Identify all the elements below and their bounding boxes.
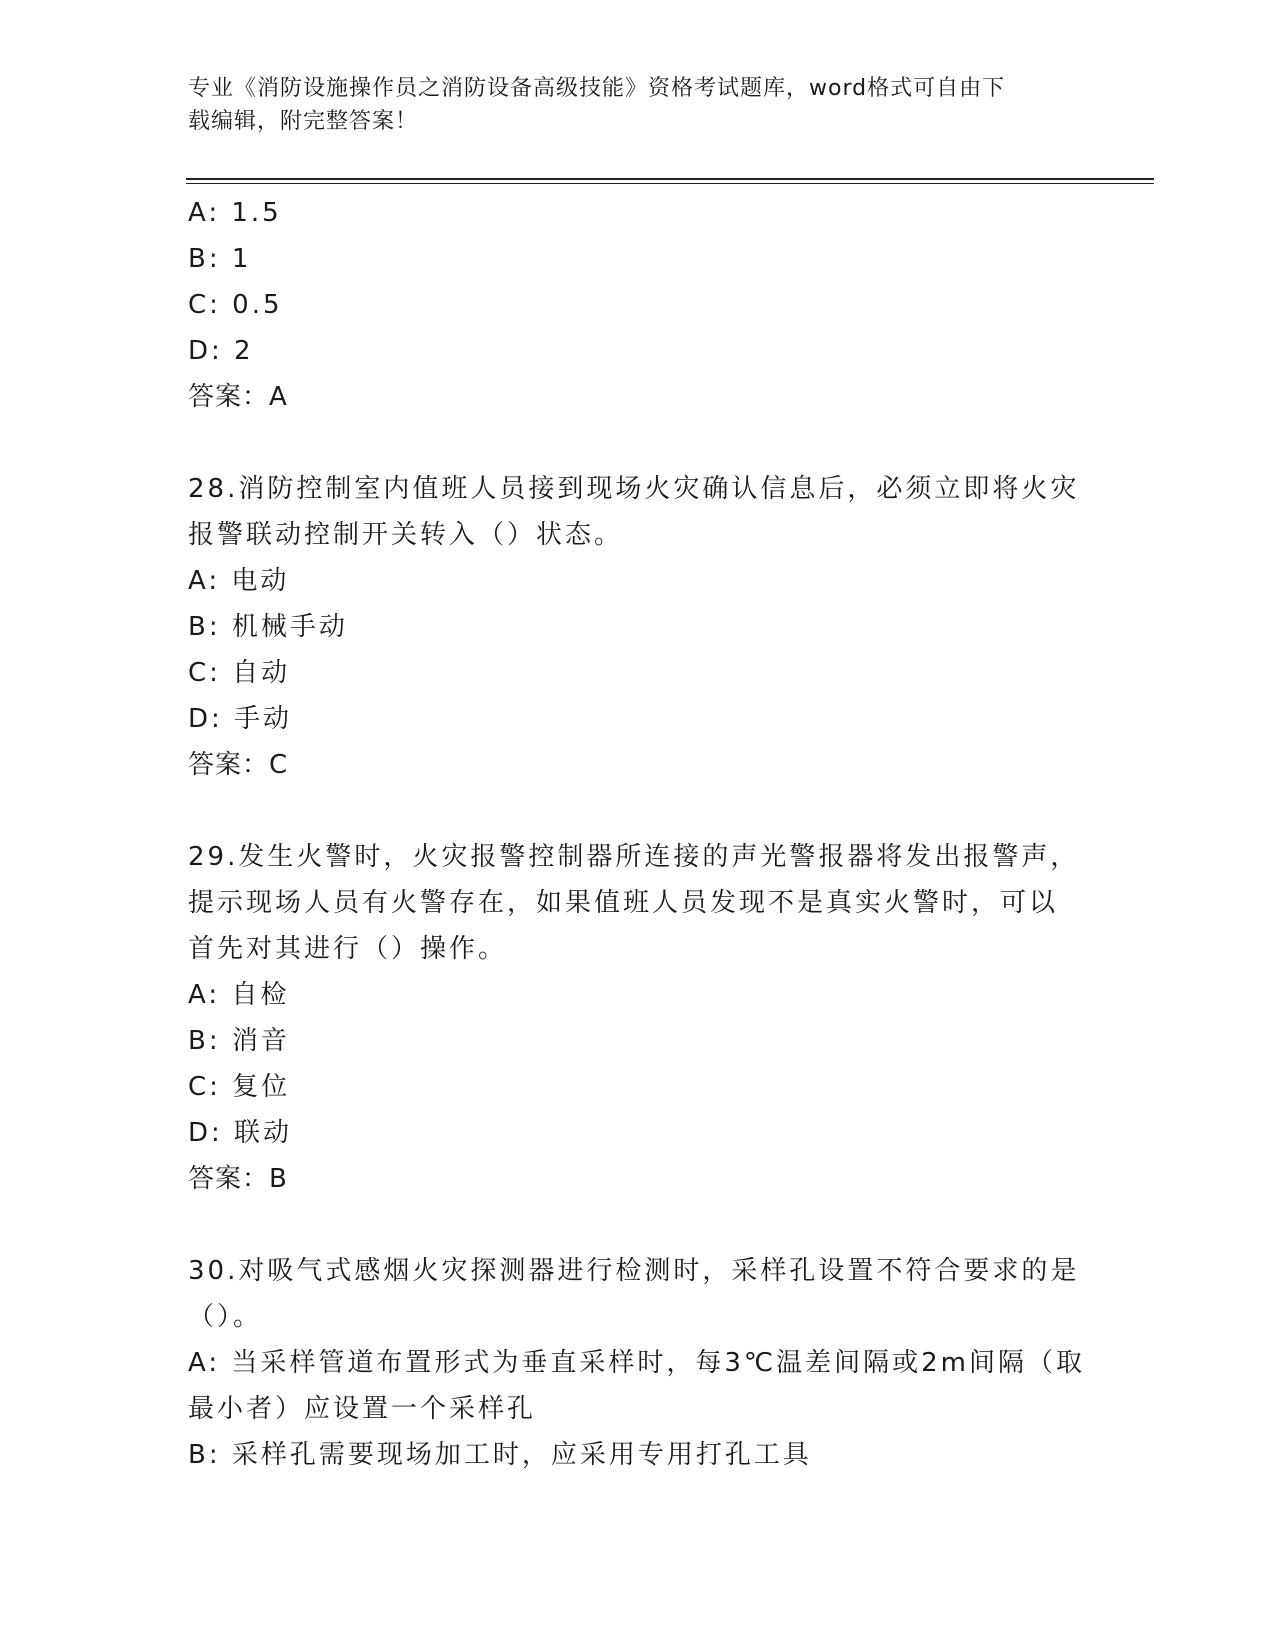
question-30 [188, 1248, 1088, 1478]
question-stem-line-1: 30.对吸气式感烟火灾探测器进行检测时，采样孔设置不符合要求的是 [188, 1256, 1080, 1286]
option-d: D: 联动 [188, 1118, 293, 1148]
option-b: B: 消音 [188, 1026, 290, 1056]
option-d: D: 2 [188, 336, 254, 366]
option-c: C: 0.5 [188, 290, 283, 320]
header-rule-thick [186, 178, 1154, 180]
spacer [188, 420, 1088, 466]
option-c: C: 复位 [188, 1072, 291, 1102]
option-a: A: 1.5 [188, 198, 282, 228]
question-stem-line-1: 29.发生火警时，火灾报警控制器所连接的声光警报器将发出报警声， [188, 842, 1080, 872]
header-line-2: 载编辑，附完整答案！ [188, 109, 419, 134]
answer: 答案：B [188, 1164, 288, 1194]
answer: 答案：A [188, 382, 288, 412]
option-b: B: 机械手动 [188, 612, 348, 642]
question-stem-line-2: （）。 [188, 1302, 263, 1332]
option-a: A: 电动 [188, 566, 290, 596]
answer: 答案：C [188, 750, 289, 780]
page-header [188, 72, 1088, 138]
question-29 [188, 834, 1088, 1202]
option-a: A: 自检 [188, 980, 290, 1010]
option-b: B: 1 [188, 244, 252, 274]
option-a-line-1: A: 当采样管道布置形式为垂直采样时，每3℃温差间隔或2m间隔（取 [188, 1348, 1085, 1378]
option-c: C: 自动 [188, 658, 291, 688]
option-b: B: 采样孔需要现场加工时，应采用专用打孔工具 [188, 1440, 812, 1470]
spacer [188, 1202, 1088, 1248]
question-stem-line-2: 报警联动控制开关转入（）状态。 [188, 520, 624, 550]
spacer [188, 788, 1088, 834]
option-d: D: 手动 [188, 704, 293, 734]
question-list [188, 190, 1088, 1478]
header-rule-thin [186, 183, 1154, 184]
question-stem-line-1: 28.消防控制室内值班人员接到现场火灾确认信息后，必须立即将火灾 [188, 474, 1080, 504]
header-line-1: 专业《消防设施操作员之消防设备高级技能》资格考试题库，word格式可自由下 [188, 76, 1006, 101]
question-28 [188, 466, 1088, 788]
question-27-tail [188, 190, 1088, 420]
option-a-line-2: 最小者）应设置一个采样孔 [188, 1394, 537, 1424]
question-stem-line-3: 首先对其进行（）操作。 [188, 934, 508, 964]
question-stem-line-2: 提示现场人员有火警存在，如果值班人员发现不是真实火警时，可以 [188, 888, 1059, 918]
